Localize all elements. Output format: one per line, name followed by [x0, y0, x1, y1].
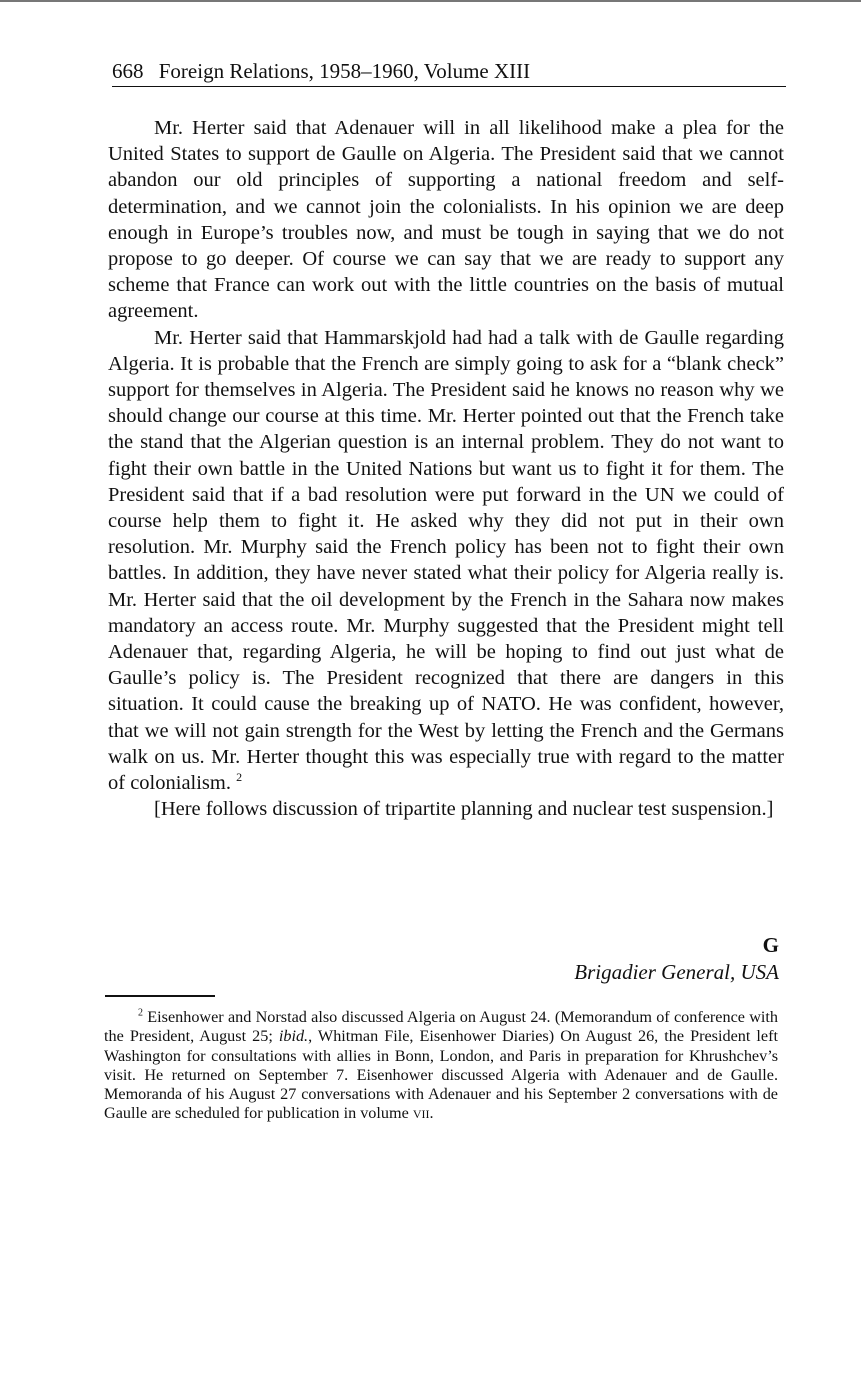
- paragraph-2-text: Mr. Herter said that Hammarskjold had had a talk with de Gaulle regarding Algeria. It is probable that the French are simply going to ask for a “blank check” support for themselves in Algeria. The President said he knows no reason why we should change our course at this time. Mr. Herter pointed out that the French take the stand that the Algerian question is an internal problem. They do not want to fight their own battle in the United Nations but want us to fight it for them. The President said that if a bad resolution were put forward in the UN we could of course help them to fight it. He asked why they did not put in their own resolution. Mr. Murphy said the French policy has been not to fight their own battles. In addition, they have never stated what their policy for Algeria really is. Mr. Herter said that the oil development by the French in the Sahara now makes mandatory an access route. Mr. Murphy suggested that the President might tell Adenauer that, regarding Algeria, he will be hoping to find out just what de Gaulle’s policy is. The President recognized that there are dangers in this situation. It could cause the breaking up of NATO. He was confident, however, that we will not gain strength for the West by letting the French and the Germans walk on us. Mr. Herter thought this was especially true with regard to the matter of colonialism.: [108, 326, 784, 795]
- footnote-volume: VII: [412, 1107, 430, 1122]
- body-text: [108, 115, 784, 822]
- page-number: 668: [112, 59, 144, 83]
- paragraph-2: [108, 325, 784, 797]
- top-edge-rule: [0, 0, 861, 2]
- footnote-end: .: [429, 1104, 434, 1123]
- running-header: [112, 58, 786, 87]
- footnote-paragraph: [104, 1008, 778, 1125]
- signoff: [574, 932, 779, 986]
- paragraph-3: [Here follows discussion of tripartite planning and nuclear test suspension.]: [154, 798, 774, 821]
- paragraph-1: Mr. Herter said that Adenauer will in all likelihood make a plea for the United States to support de Gaulle on Algeria. The President said that we cannot abandon our old principles of supporting a national freedom and self-determination, and we cannot join the colonialists. In his opinion we are deep enough in Europe’s troubles now, and must be tough in saying that we do not propose to go deeper. Of course we can say that we are ready to support any scheme that France can work out with the little countries on the basis of mutual agreement.: [108, 117, 784, 323]
- signoff-title: Brigadier General, USA: [574, 960, 779, 984]
- signoff-initial: G: [762, 933, 779, 957]
- footnote-ibid: ibid.: [278, 1027, 309, 1046]
- running-title: Foreign Relations, 1958–1960, Volume XIII: [158, 59, 531, 83]
- footnote-text-1: Eisenhower and Norstad also discussed Algeria on August 24. (Memorandum of conference with the President, August 25;: [104, 1008, 779, 1046]
- footnote-number: 2: [138, 1007, 143, 1019]
- footnote-divider: [105, 995, 215, 997]
- footnote-reference[interactable]: 2: [236, 770, 243, 785]
- footnote: [104, 1008, 778, 1125]
- footnote-text-2: , Whitman File, Eisenhower Diaries) On August 26, the President left Washington for consultations with allies in Bonn, London, and Paris in preparation for Khrushchev’s visit. He returned on September 7. Eisenhower discussed Algeria with Adenauer and de Gaulle. Memoranda of his August 27 conversations with Adenauer and his September 2 conversations with de Gaulle are scheduled for publication in volume: [104, 1027, 778, 1123]
